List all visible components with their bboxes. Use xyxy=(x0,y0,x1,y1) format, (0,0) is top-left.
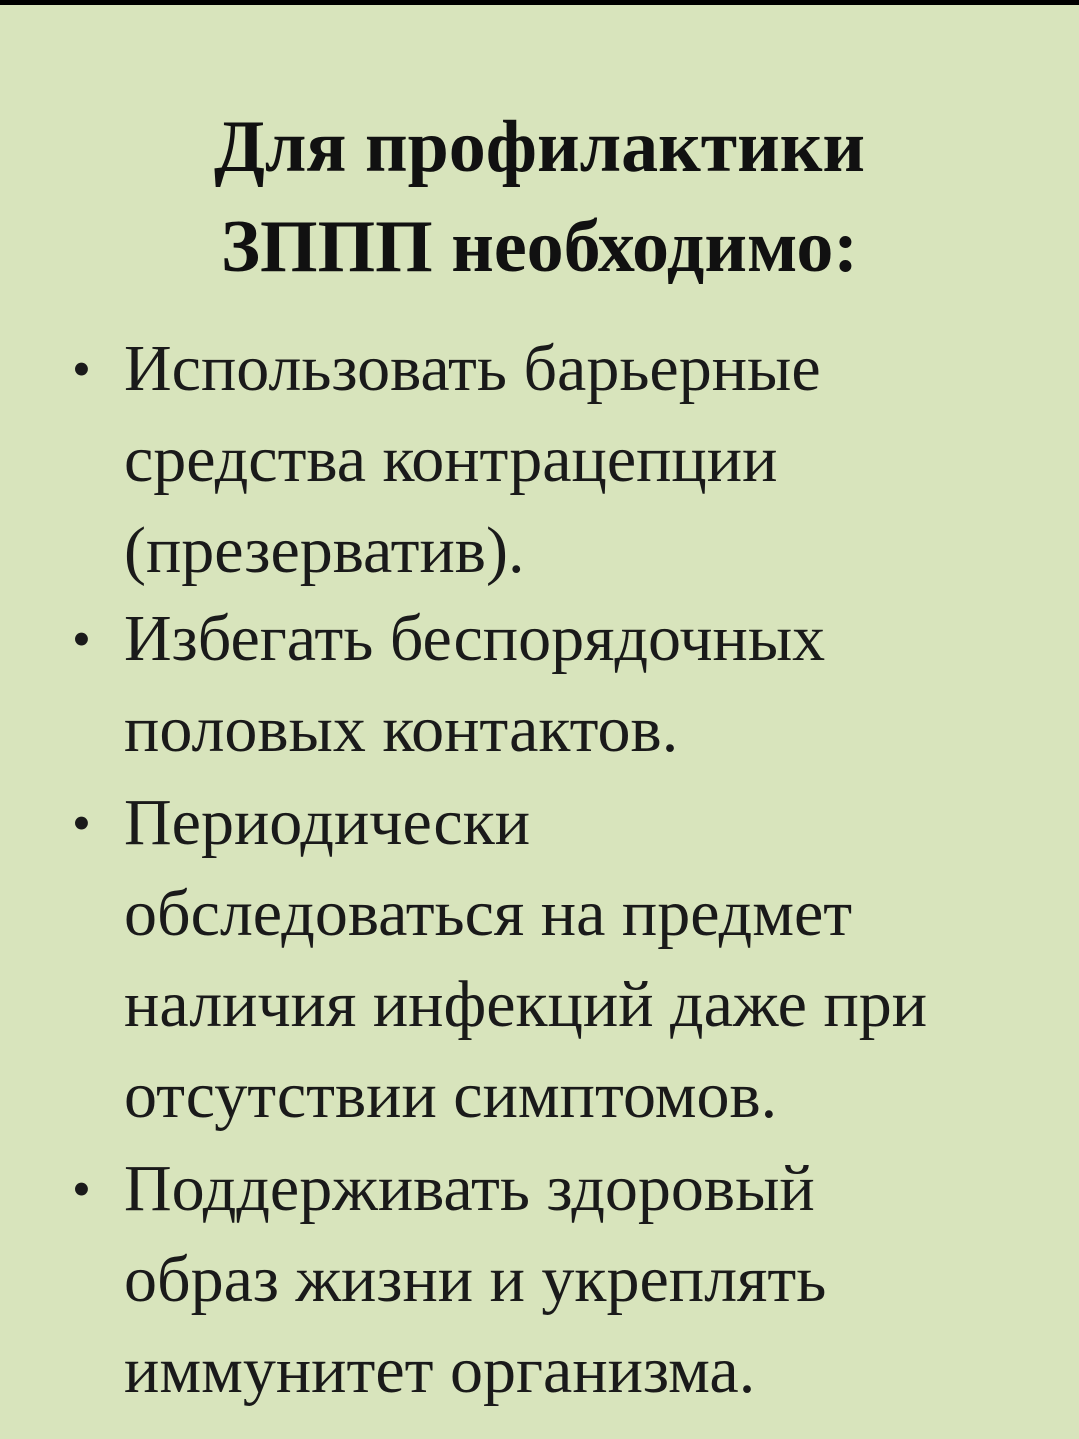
bullet-line: Периодически xyxy=(124,786,531,859)
title-line-1: Для профилактики xyxy=(213,106,865,188)
bullet-text xyxy=(124,777,1044,1141)
bullet-line: наличия инфекций даже при xyxy=(124,968,928,1041)
bullet-text xyxy=(124,323,1044,596)
bullet-dot-icon: • xyxy=(72,609,91,669)
bullet-dot-icon: • xyxy=(72,793,91,853)
bullet-line: Избегать беспорядочных xyxy=(124,602,826,675)
bullet-list xyxy=(0,5,1079,1439)
bullet-line: (презерватив). xyxy=(124,514,525,587)
bullet-line: Поддерживать здоровый xyxy=(124,1152,815,1225)
bullet-text xyxy=(124,593,1044,775)
bullet-line: образ жизни и укреплять xyxy=(124,1243,827,1316)
bullet-line: Использовать барьерные xyxy=(124,332,821,405)
bullet-line: отсутствии симптомов. xyxy=(124,1059,778,1132)
bullet-text xyxy=(124,1143,1044,1416)
bullet-line: иммунитет организма. xyxy=(124,1334,756,1407)
title-line-2: ЗППП необходимо: xyxy=(220,206,859,288)
bullet-line: средства контрацепции xyxy=(124,423,778,496)
bullet-dot-icon: • xyxy=(72,339,91,399)
bullet-line: обследоваться на предмет xyxy=(124,877,853,950)
bullet-line: половых контактов. xyxy=(124,693,679,766)
bullet-dot-icon: • xyxy=(72,1159,91,1219)
slide xyxy=(0,5,1079,1439)
